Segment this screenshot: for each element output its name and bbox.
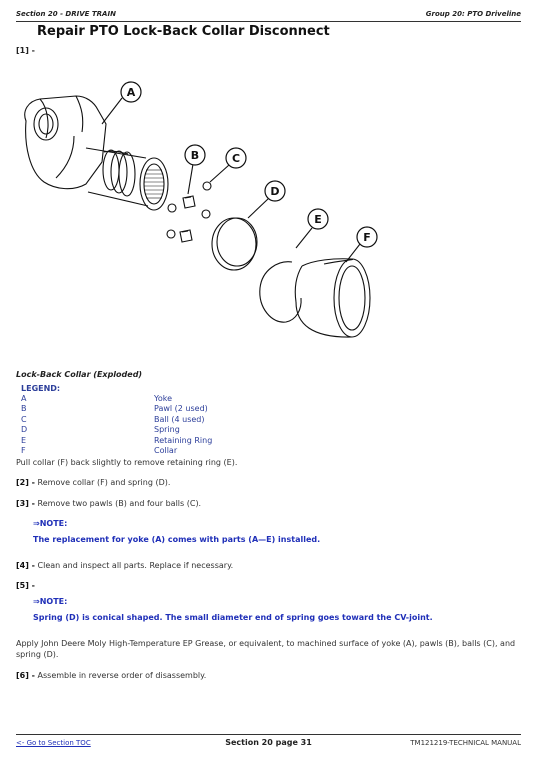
step-3-text: Remove two pawls (B) and four balls (C).: [37, 499, 202, 508]
group-title: Group 20: PTO Driveline: [425, 10, 521, 18]
step-3: [16, 499, 201, 508]
legend-key: C: [21, 414, 27, 424]
apply-grease-line-1: Apply John Deere Moly High-Temperature EP Grease, or equivalent, to machined surface of yoke (A), pawls (B), balls (C), and: [16, 639, 516, 648]
page-footer: [16, 738, 521, 750]
step-3-number: [3] -: [16, 499, 35, 508]
step-1-number: [1] -: [16, 46, 35, 55]
note-1-heading: ⇒NOTE:: [33, 519, 68, 528]
callout-f: F: [363, 231, 371, 244]
section-title: Section 20 - DRIVE TRAIN: [16, 10, 116, 18]
legend-key: D: [21, 425, 28, 435]
step-4: [16, 561, 233, 570]
legend-value: Pawl (2 used): [154, 404, 208, 414]
legend: [21, 384, 321, 456]
legend-row: [21, 436, 321, 446]
collar-part: [295, 259, 370, 337]
section-toc-link[interactable]: <- Go to Section TOC: [16, 739, 91, 747]
footer-divider: [16, 734, 521, 735]
legend-heading: LEGEND:: [21, 384, 61, 393]
note-1-text: The replacement for yoke (A) comes with parts (A—E) installed.: [33, 535, 321, 544]
header-divider: [16, 21, 521, 22]
legend-row: [21, 446, 321, 456]
page-title: Repair PTO Lock-Back Collar Disconnect: [37, 24, 330, 39]
legend-value: Yoke: [154, 394, 172, 403]
step-6-text: Assemble in reverse order of disassembly.: [37, 671, 207, 680]
legend-row: [21, 394, 321, 404]
manual-id: TM121219-TECHNICAL MANUAL: [410, 739, 521, 747]
apply-grease-line-2: spring (D).: [16, 650, 59, 659]
spring-part: [212, 218, 257, 270]
step-2-number: [2] -: [16, 478, 35, 487]
callout-e: E: [314, 213, 322, 226]
callout-d: D: [270, 185, 280, 198]
step-4-text: Clean and inspect all parts. Replace if necessary.: [37, 561, 234, 570]
callout-b: B: [190, 149, 200, 162]
yoke-part: [25, 96, 168, 210]
pawl-parts: [180, 196, 195, 242]
step-1-text: Pull collar (F) back slightly to remove retaining ring (E).: [16, 458, 238, 467]
callout-a: A: [126, 86, 136, 99]
note-2-text: Spring (D) is conical shaped. The small diameter end of spring goes toward the CV-joint.: [33, 613, 433, 622]
legend-key: F: [21, 445, 26, 455]
note-2-heading: ⇒NOTE:: [33, 597, 68, 606]
step-6: [16, 671, 206, 680]
step-2: [16, 478, 170, 487]
step-4-number: [4] -: [16, 561, 35, 570]
legend-key: B: [21, 404, 27, 414]
step-5-number: [5] -: [16, 581, 35, 590]
step-6-number: [6] -: [16, 671, 35, 680]
page-number: Section 20 page 31: [225, 738, 312, 747]
step-5: [16, 581, 35, 590]
callout-c: C: [231, 152, 241, 165]
step-2-text: Remove collar (F) and spring (D).: [37, 478, 171, 487]
legend-row: [21, 425, 321, 435]
figure-caption: Lock-Back Collar (Exploded): [16, 370, 143, 379]
legend-value: Ball (4 used): [154, 414, 205, 424]
legend-row: [21, 404, 321, 414]
exploded-view-illustration: [16, 66, 386, 366]
legend-value: Collar: [154, 445, 178, 455]
legend-key: A: [21, 394, 27, 403]
legend-value: Retaining Ring: [154, 435, 213, 445]
legend-key: E: [21, 435, 27, 445]
legend-row: [21, 415, 321, 425]
legend-value: Spring: [154, 425, 180, 435]
